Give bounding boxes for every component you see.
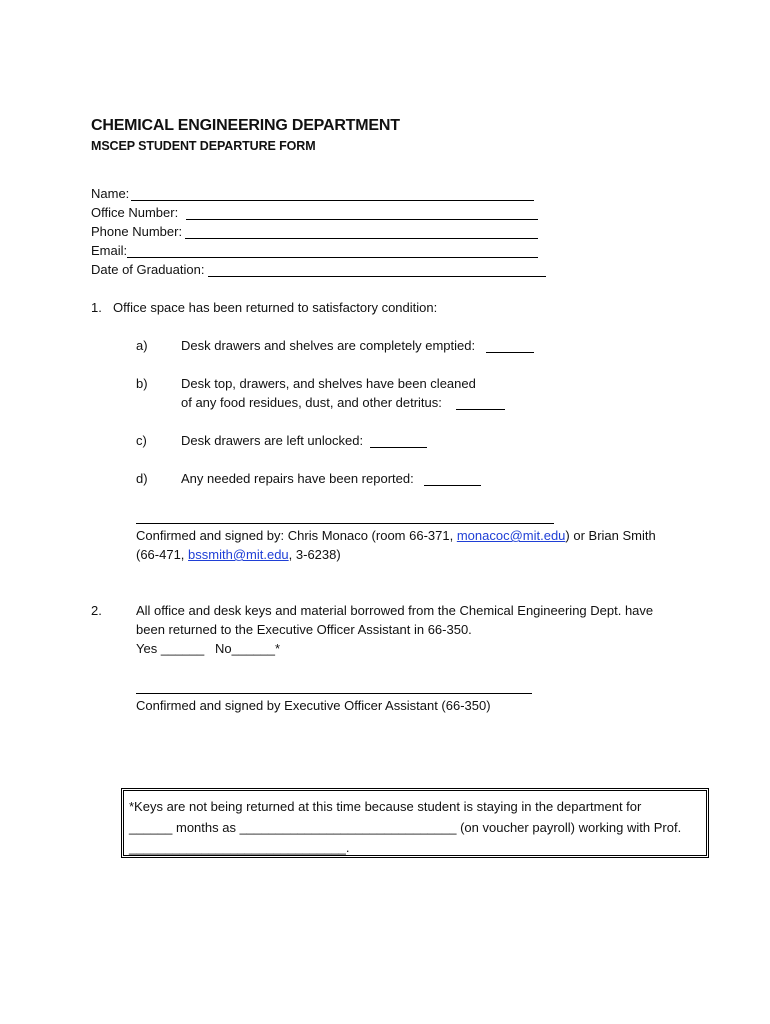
department-title: CHEMICAL ENGINEERING DEPARTMENT [91,117,400,134]
phone-number-field[interactable] [185,238,538,239]
email-label: Email: [91,243,128,258]
note-months-blank[interactable]: ______ months as [129,820,240,835]
no-option[interactable]: No______* [215,641,281,656]
section2-confirm: Confirmed and signed by Executive Officer Assistant (66-350) [136,698,491,713]
item-d-text: Any needed repairs have been reported: [181,471,414,486]
phone-number-label: Phone Number: [91,224,183,239]
item-b-letter: b) [136,376,148,391]
name-field[interactable] [131,200,534,201]
monaco-email-link[interactable]: monacoc@mit.edu [456,528,566,543]
note-payroll-blank[interactable]: ______________________________ [239,820,457,835]
section2-number: 2. [91,603,102,618]
note-line2-end: (on voucher payroll) working with Prof. [456,820,682,835]
confirm-pre: Confirmed and signed by: Chris Monaco (room 66-371, [136,528,457,543]
office-number-label: Office Number: [91,205,179,220]
confirm-mid: ) or Brian Smith [565,528,656,543]
graduation-date-field[interactable] [208,276,546,277]
note-line1: *Keys are not being returned at this time because student is staying in the department for [129,799,642,814]
form-title: MSCEP STUDENT DEPARTURE FORM [91,139,316,153]
yes-option[interactable]: Yes ______ [136,641,205,656]
section2-line2: been returned to the Executive Officer Assistant in 66-350. [136,622,472,637]
email-field[interactable] [127,257,538,258]
item-a-blank[interactable] [486,352,534,353]
section2-line1: All office and desk keys and material borrowed from the Chemical Engineering Dept. have [136,603,654,618]
signature-line-1[interactable] [136,523,554,524]
name-label: Name: [91,186,130,201]
item-a-letter: a) [136,338,148,353]
signature-line-2[interactable] [136,693,532,694]
item-b-blank[interactable] [456,409,505,410]
confirm2-pre: (66-471, [136,547,189,562]
item-b-text: Desk top, drawers, and shelves have been cleaned [181,376,476,391]
confirm2-post: , 3-6238) [288,547,341,562]
graduation-date-label: Date of Graduation: [91,262,205,277]
item-a-text: Desk drawers and shelves are completely emptied: [181,338,476,353]
item-c-blank[interactable] [370,447,427,448]
item-b-text-line2: of any food residues, dust, and other detritus: [181,395,442,410]
note-prof-blank[interactable]: ______________________________. [129,840,350,855]
smith-email-link[interactable]: bssmith@mit.edu [188,547,289,562]
item-d-blank[interactable] [424,485,481,486]
item-c-text: Desk drawers are left unlocked: [181,433,364,448]
item-d-letter: d) [136,471,148,486]
confirm-line-2 [136,547,341,563]
office-number-field[interactable] [186,219,538,220]
section1-heading: Office space has been returned to satisfactory condition: [113,300,438,315]
section1-number: 1. [91,300,102,315]
note-line2 [129,820,681,836]
item-c-letter: c) [136,433,147,448]
confirm-line-1 [136,528,656,544]
